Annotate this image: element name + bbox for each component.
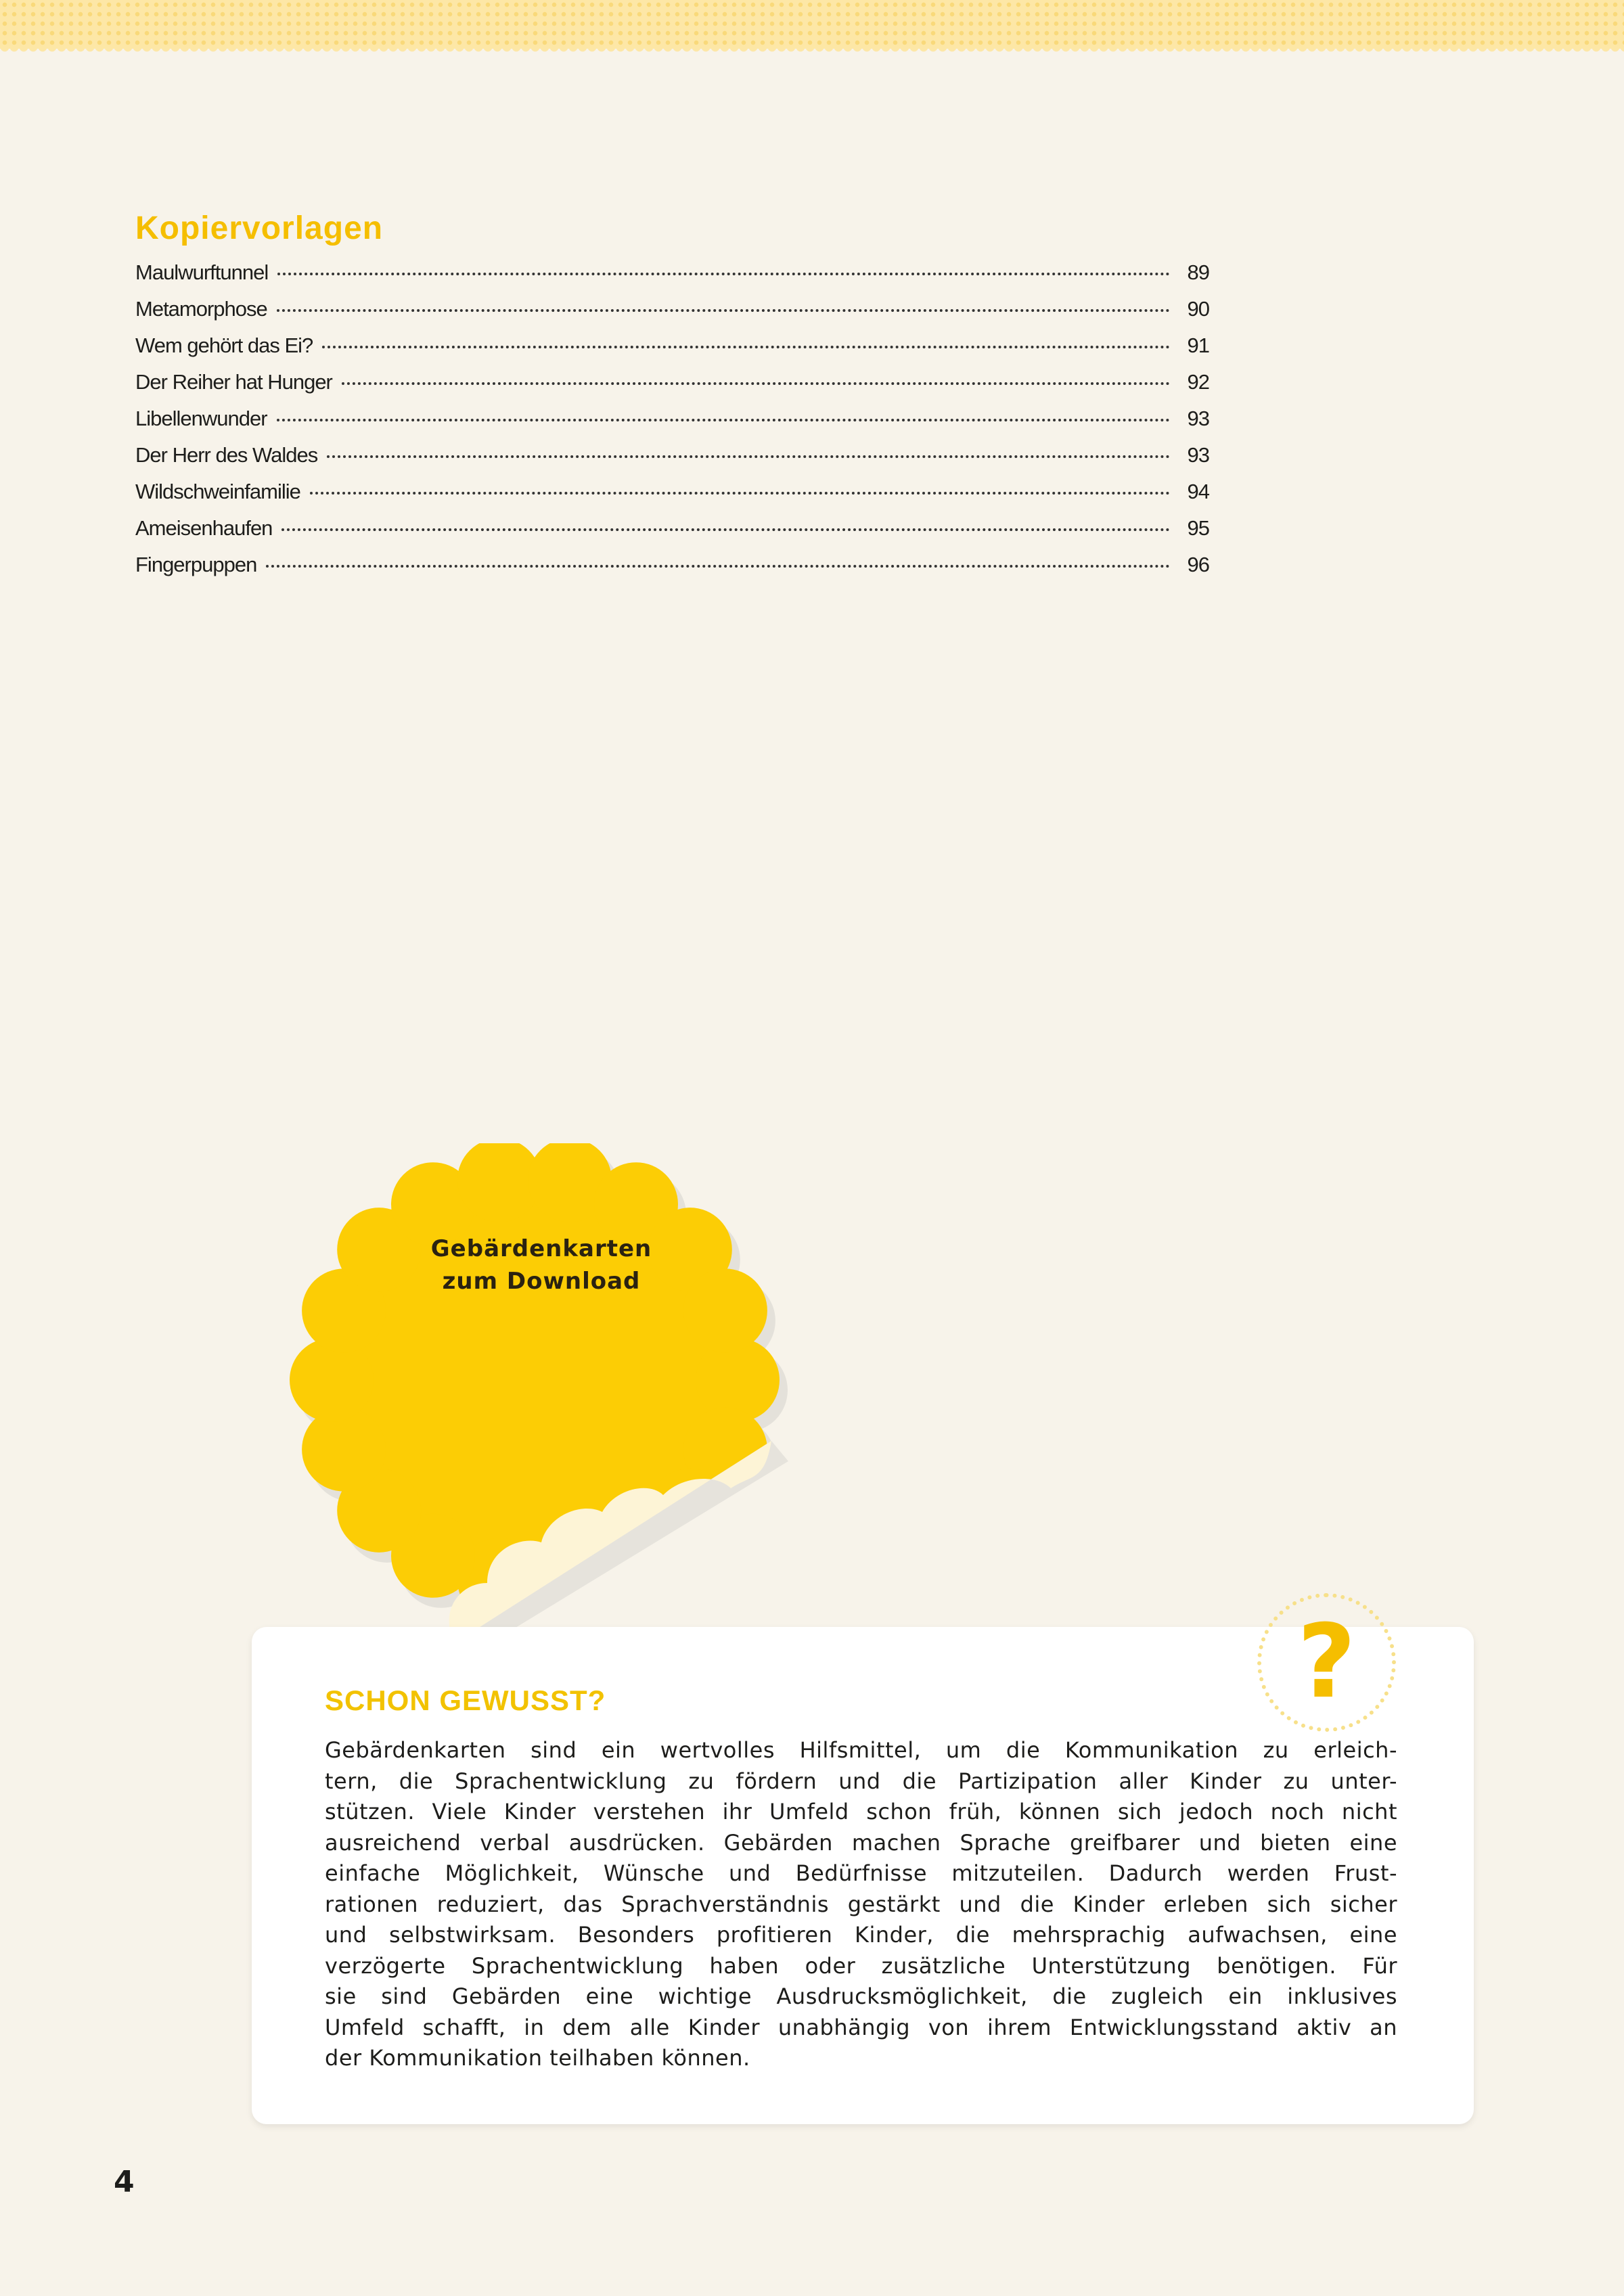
toc-entry-label: Wildschweinfamilie bbox=[135, 480, 300, 503]
toc-entry[interactable] bbox=[135, 407, 1209, 443]
info-text-line: sie sind Gebärden eine wichtige Ausdrucksmöglichkeit, die zugleich ein inklusives bbox=[325, 1983, 1397, 2009]
toc-entry-label: Metamorphose bbox=[135, 297, 267, 321]
info-text-line: Gebärdenkarten sind ein wertvolles Hilfsmittel, um die Kommunikation zu erleich- bbox=[325, 1737, 1397, 1763]
toc-entry[interactable] bbox=[135, 516, 1209, 553]
toc-entry[interactable] bbox=[135, 260, 1209, 297]
download-sticker[interactable] bbox=[284, 1143, 812, 1657]
page-number: 4 bbox=[114, 2165, 135, 2199]
info-text-line: Umfeld schafft, in dem alle Kinder unabhängig von ihrem Entwicklungsstand aktiv an bbox=[325, 2014, 1397, 2040]
toc-entry-label: Wem gehört das Ei? bbox=[135, 334, 313, 357]
toc-entry-page: 90 bbox=[1187, 297, 1209, 321]
toc-leader-dots bbox=[310, 492, 1170, 495]
sticker-label-line: Gebärdenkarten bbox=[430, 1235, 652, 1262]
toc-leader-dots bbox=[327, 455, 1170, 458]
toc-entry[interactable] bbox=[135, 370, 1209, 407]
info-heading: SCHON GEWUSST? bbox=[325, 1684, 606, 1716]
toc-entry-label: Der Reiher hat Hunger bbox=[135, 370, 332, 394]
toc-heading: Kopiervorlagen bbox=[135, 210, 384, 246]
toc-entry-label: Maulwurftunnel bbox=[135, 260, 269, 284]
sticker-label[interactable] bbox=[379, 1233, 704, 1298]
info-text-line: der Kommunikation teilhaben können. bbox=[325, 2045, 750, 2071]
toc-leader-dots bbox=[266, 565, 1170, 568]
toc-entry[interactable] bbox=[135, 297, 1209, 334]
toc-entry-page: 89 bbox=[1187, 260, 1209, 284]
toc-leader-dots bbox=[322, 346, 1170, 348]
toc-leader-dots bbox=[342, 382, 1170, 385]
toc-entry-page: 95 bbox=[1187, 516, 1209, 540]
toc-entry-page: 91 bbox=[1187, 334, 1209, 357]
toc-entry-page: 96 bbox=[1187, 553, 1209, 576]
table-of-contents bbox=[135, 260, 1209, 589]
toc-entry-page: 93 bbox=[1187, 407, 1209, 430]
toc-entry-page: 92 bbox=[1187, 370, 1209, 394]
toc-entry[interactable] bbox=[135, 334, 1209, 370]
toc-entry-page: 93 bbox=[1187, 443, 1209, 467]
toc-entry-label: Der Herr des Waldes bbox=[135, 443, 318, 467]
info-text-line: rationen reduziert, das Sprachverständnis gestärkt und die Kinder erleben sich sicher bbox=[325, 1891, 1397, 1917]
info-text-line: einfache Möglichkeit, Wünsche und Bedürfnisse mitzuteilen. Dadurch werden Frust- bbox=[325, 1860, 1397, 1886]
toc-entry-page: 94 bbox=[1187, 480, 1209, 503]
info-text-line: ausreichend verbal ausdrücken. Gebärden machen Sprache greifbarer und bieten eine bbox=[325, 1829, 1397, 1856]
toc-entry[interactable] bbox=[135, 480, 1209, 516]
sticker-label-line: zum Download bbox=[442, 1268, 641, 1295]
toc-entry[interactable] bbox=[135, 443, 1209, 480]
toc-entry-label: Fingerpuppen bbox=[135, 553, 257, 576]
info-text-line: verzögerte Sprachentwicklung haben oder zusätzliche Unterstützung benötigen. Für bbox=[325, 1952, 1397, 1979]
info-text-line: tern, die Sprachentwicklung zu fördern und die Partizipation aller Kinder zu unter- bbox=[325, 1768, 1397, 1794]
toc-entry-label: Libellenwunder bbox=[135, 407, 267, 430]
question-mark-icon: ? bbox=[1296, 1603, 1356, 1721]
decorative-top-band bbox=[0, 0, 1624, 49]
toc-entry[interactable] bbox=[135, 553, 1209, 589]
toc-entry-label: Ameisenhaufen bbox=[135, 516, 273, 540]
info-text-line: stützen. Viele Kinder verstehen ihr Umfeld schon früh, können sich jedoch noch nicht bbox=[325, 1799, 1397, 1824]
toc-leader-dots bbox=[277, 309, 1170, 312]
info-body-text bbox=[325, 1735, 1397, 2074]
toc-leader-dots bbox=[277, 273, 1170, 275]
info-text-line: und selbstwirksam. Besonders profitieren Kinder, die mehrsprachig aufwachsen, eine bbox=[325, 1922, 1397, 1948]
toc-leader-dots bbox=[277, 419, 1170, 421]
toc-leader-dots bbox=[281, 528, 1170, 531]
